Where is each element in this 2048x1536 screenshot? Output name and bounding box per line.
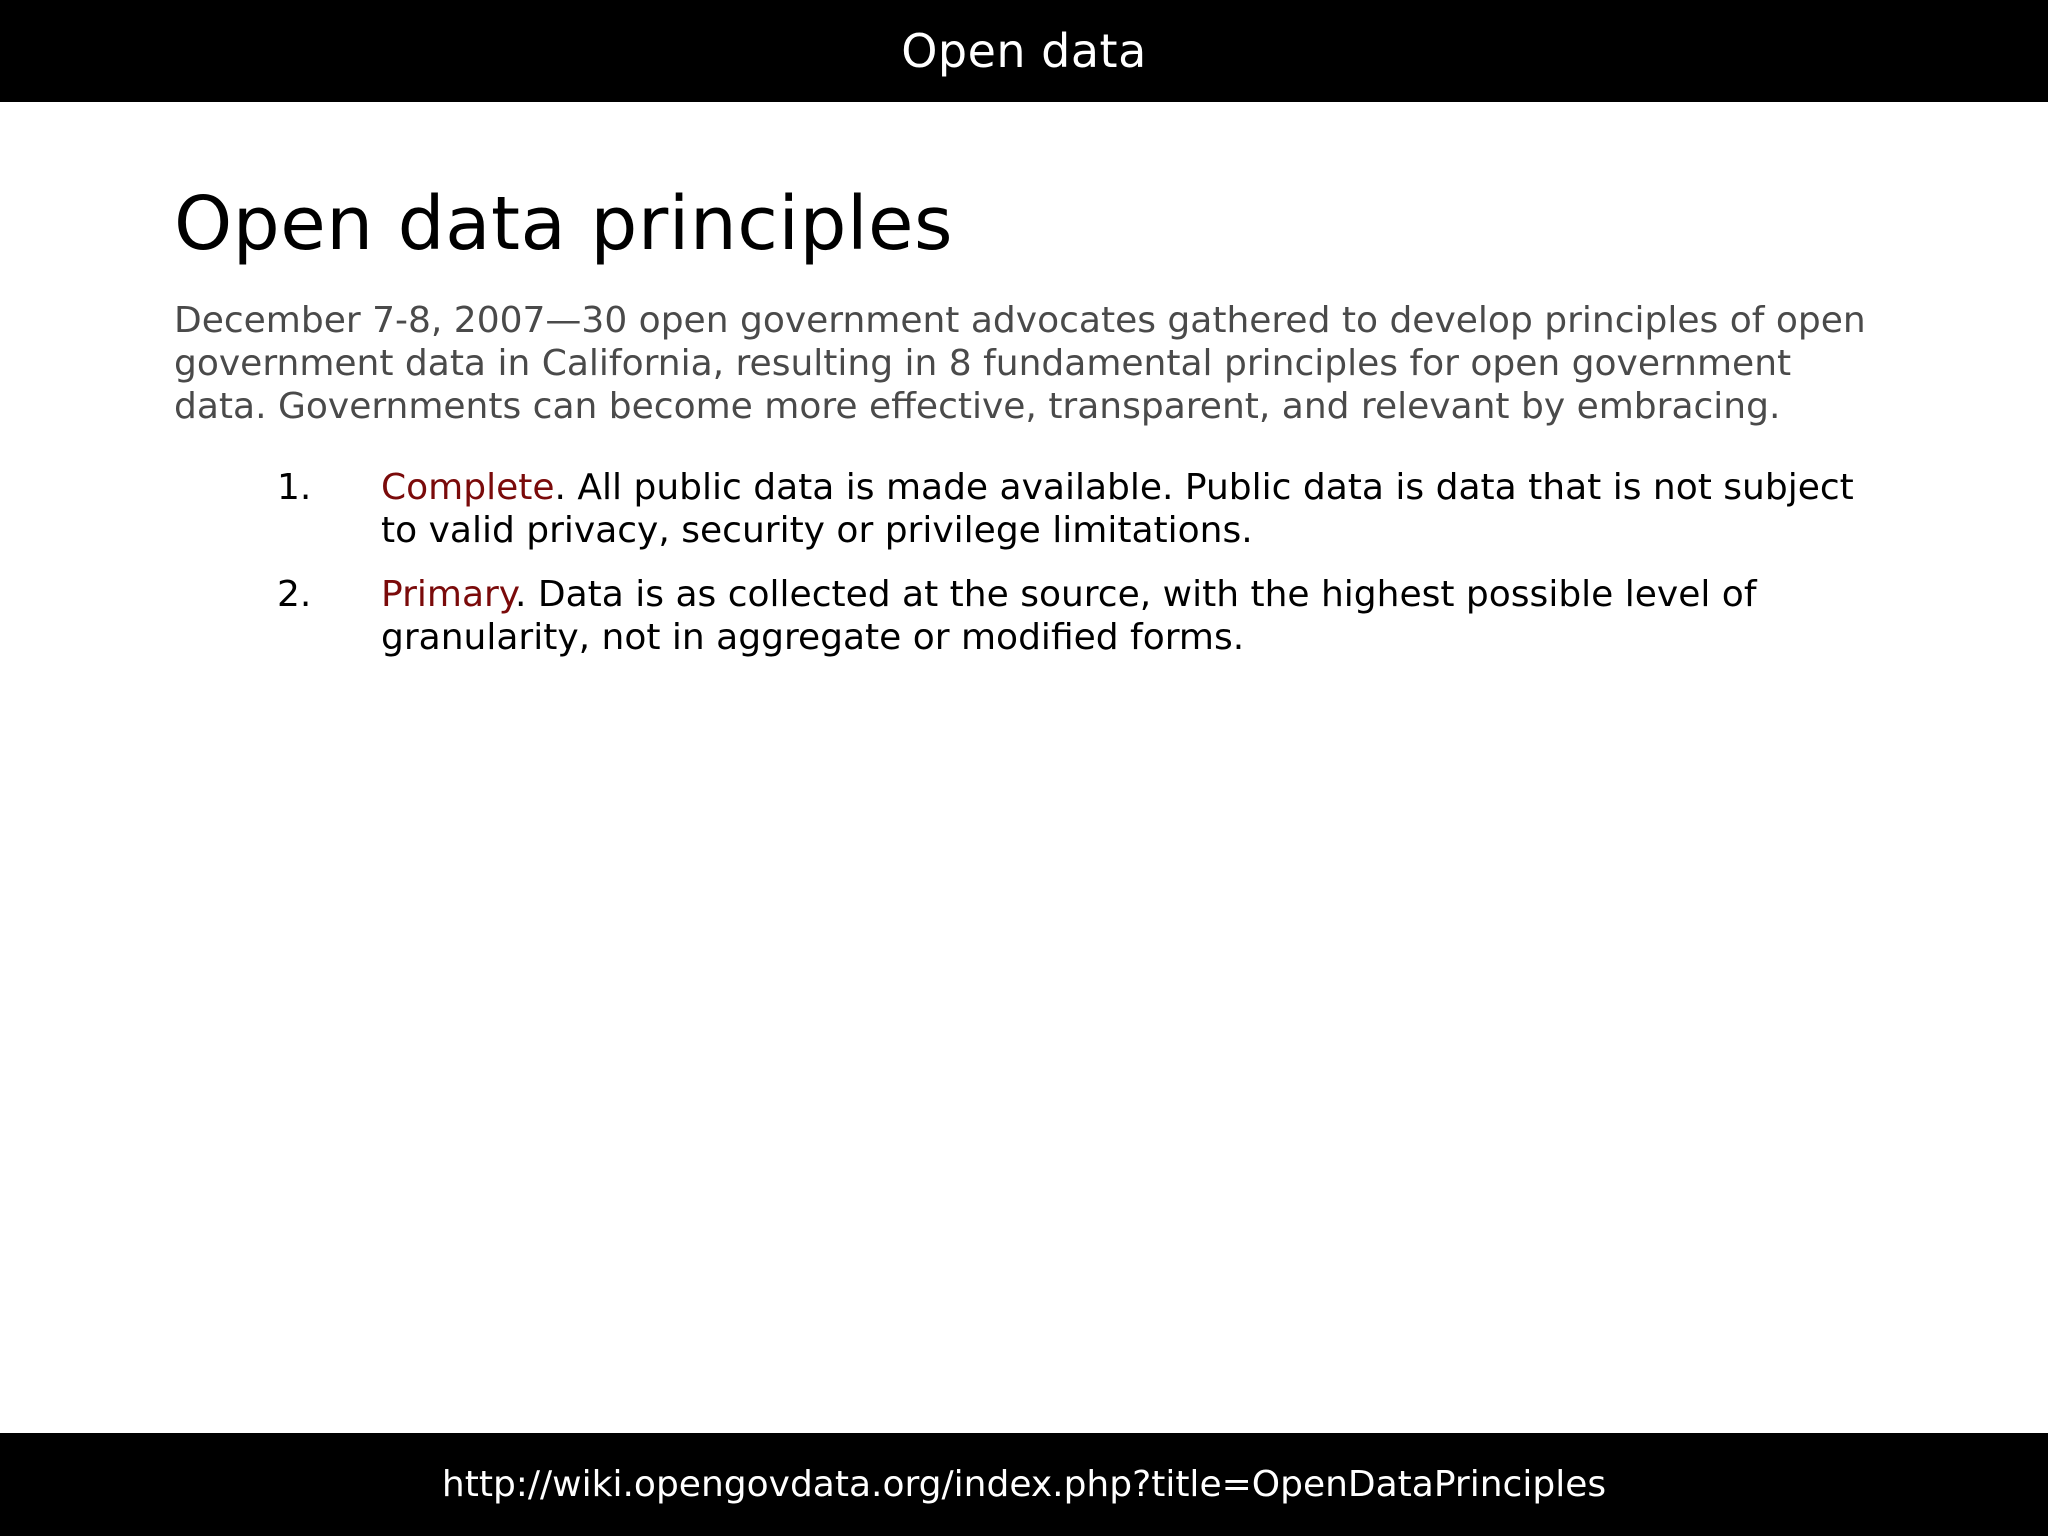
list-item [174, 466, 1874, 552]
principle-description [381, 466, 1874, 552]
header-bar [0, 0, 2048, 102]
list-item-number: 2. [277, 573, 312, 615]
principle-term: Complete [381, 466, 555, 508]
footer-bar [0, 1433, 2048, 1536]
header-title: Open data [901, 24, 1147, 78]
intro-paragraph: December 7-8, 2007—30 open government advocates gathered to develop principles of open government data in California, resulting in 8 fundamental principles for open government data. Governments can become more effective, transparent, and relevant by embracing. [174, 299, 1866, 427]
slide-content [174, 180, 1874, 680]
principle-description-text: . Data is as collected at the source, with the highest possible level of granularity, not in aggregate or modified forms. [381, 573, 1757, 658]
list-item-number: 1. [277, 466, 312, 508]
principle-term: Primary [381, 573, 515, 615]
source-url: http://wiki.opengovdata.org/index.php?title=OpenDataPrinciples [441, 1464, 1607, 1505]
principle-description [381, 573, 1874, 659]
list-item [174, 573, 1874, 659]
principle-description-text: . All public data is made available. Public data is data that is not subject to valid privacy, security or privilege limitations. [381, 466, 1854, 551]
slide-title: Open data principles [174, 181, 954, 267]
principles-list [174, 466, 1874, 659]
